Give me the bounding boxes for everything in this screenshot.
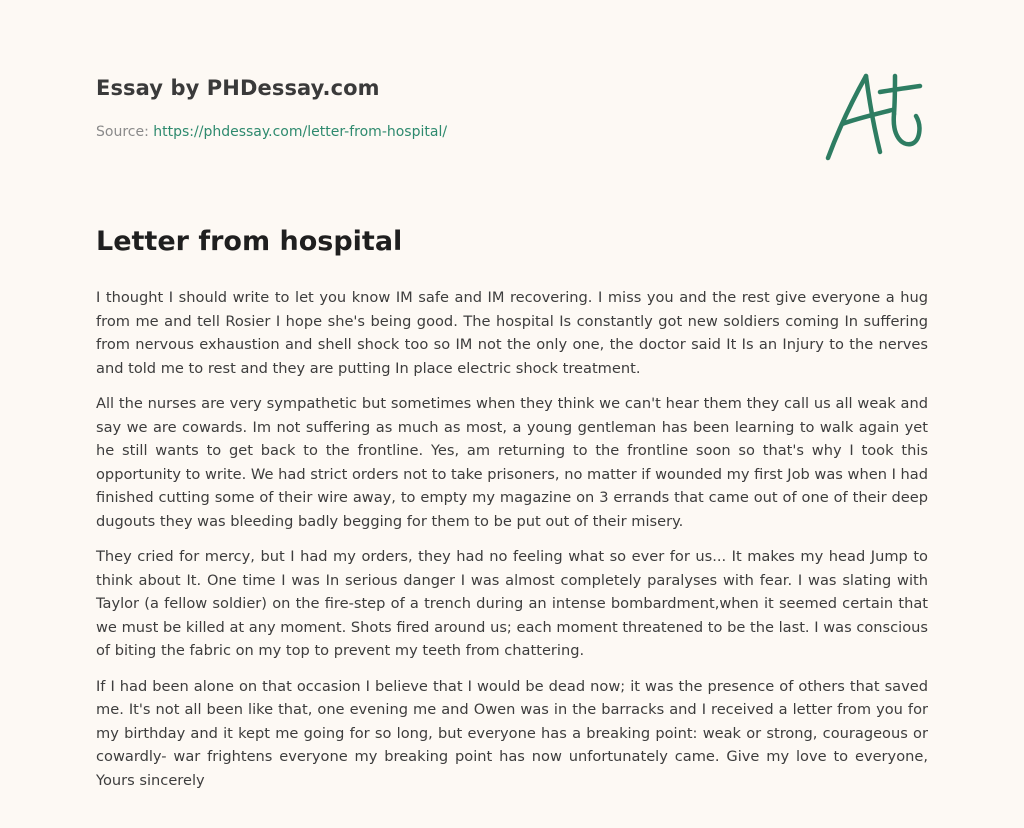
source-link[interactable]: https://phdessay.com/letter-from-hospital/ xyxy=(153,124,448,140)
essay-paragraph: If I had been alone on that occasion I believe that I would be dead now; it was the presence of others that saved me. It's not all been like that, one evening me and Owen was in the barracks and I received a letter from you for my birthday and it kept me going for so long, but everyone has a breaking point: weak or strong, courageous or cowardly- war frightens everyone my breaking point has now unfortunately came. Give my love to everyone, Yours sincerely xyxy=(96,677,928,789)
site-brand: Essay by PHDessay.com xyxy=(96,76,380,100)
a-plus-grade-icon xyxy=(820,66,930,166)
plus-horizontal xyxy=(880,86,920,92)
plus-vertical xyxy=(894,76,895,114)
source-label: Source: xyxy=(96,124,149,140)
hook-curve xyxy=(894,114,920,144)
essay-paragraph: I thought I should write to let you know IM safe and IM recovering. I miss you and the rest give everyone a hug from me and tell Rosier I hope she's being good. The hospital Is constantly got new soldiers coming In suffering from nervous exhaustion and shell shock too so IM not the only one, the doctor said It Is an Injury to the nerves and told me to rest and they are putting In place electric shock treatment. xyxy=(96,289,928,377)
essay-paragraph: All the nurses are very sympathetic but sometimes when they think we can't hear them they call us all weak and say we are cowards. Im not suffering as much as most, a young gentleman has been learning to walk again yet he still wants to get back to the frontline. Yes, am returning to the frontline soon so that's why I took this opportunity to write. We had strict orders not to take prisoners, no matter if wounded my first Job was when I had finished cutting some of their wire away, to empty my magazine on 3 errands that came out of one of their deep dugouts they was bleeding badly begging for them to be put out of their misery. xyxy=(96,395,928,530)
source-line xyxy=(96,124,447,140)
essay-body xyxy=(96,286,928,804)
essay-paragraph: They cried for mercy, but I had my orders, they had no feeling what so ever for us... It makes my head Jump to think about It. One time I was In serious danger I was almost completely paralyses with fear. I was slating with Taylor (a fellow soldier) on the fire-step of a trench during an intense bombardment,when it seemed certain that we must be killed at any moment. Shots fired around us; each moment threatened to be the last. I was conscious of biting the fabric on my top to prevent my teeth from chattering. xyxy=(96,548,928,659)
essay-title: Letter from hospital xyxy=(96,226,403,257)
